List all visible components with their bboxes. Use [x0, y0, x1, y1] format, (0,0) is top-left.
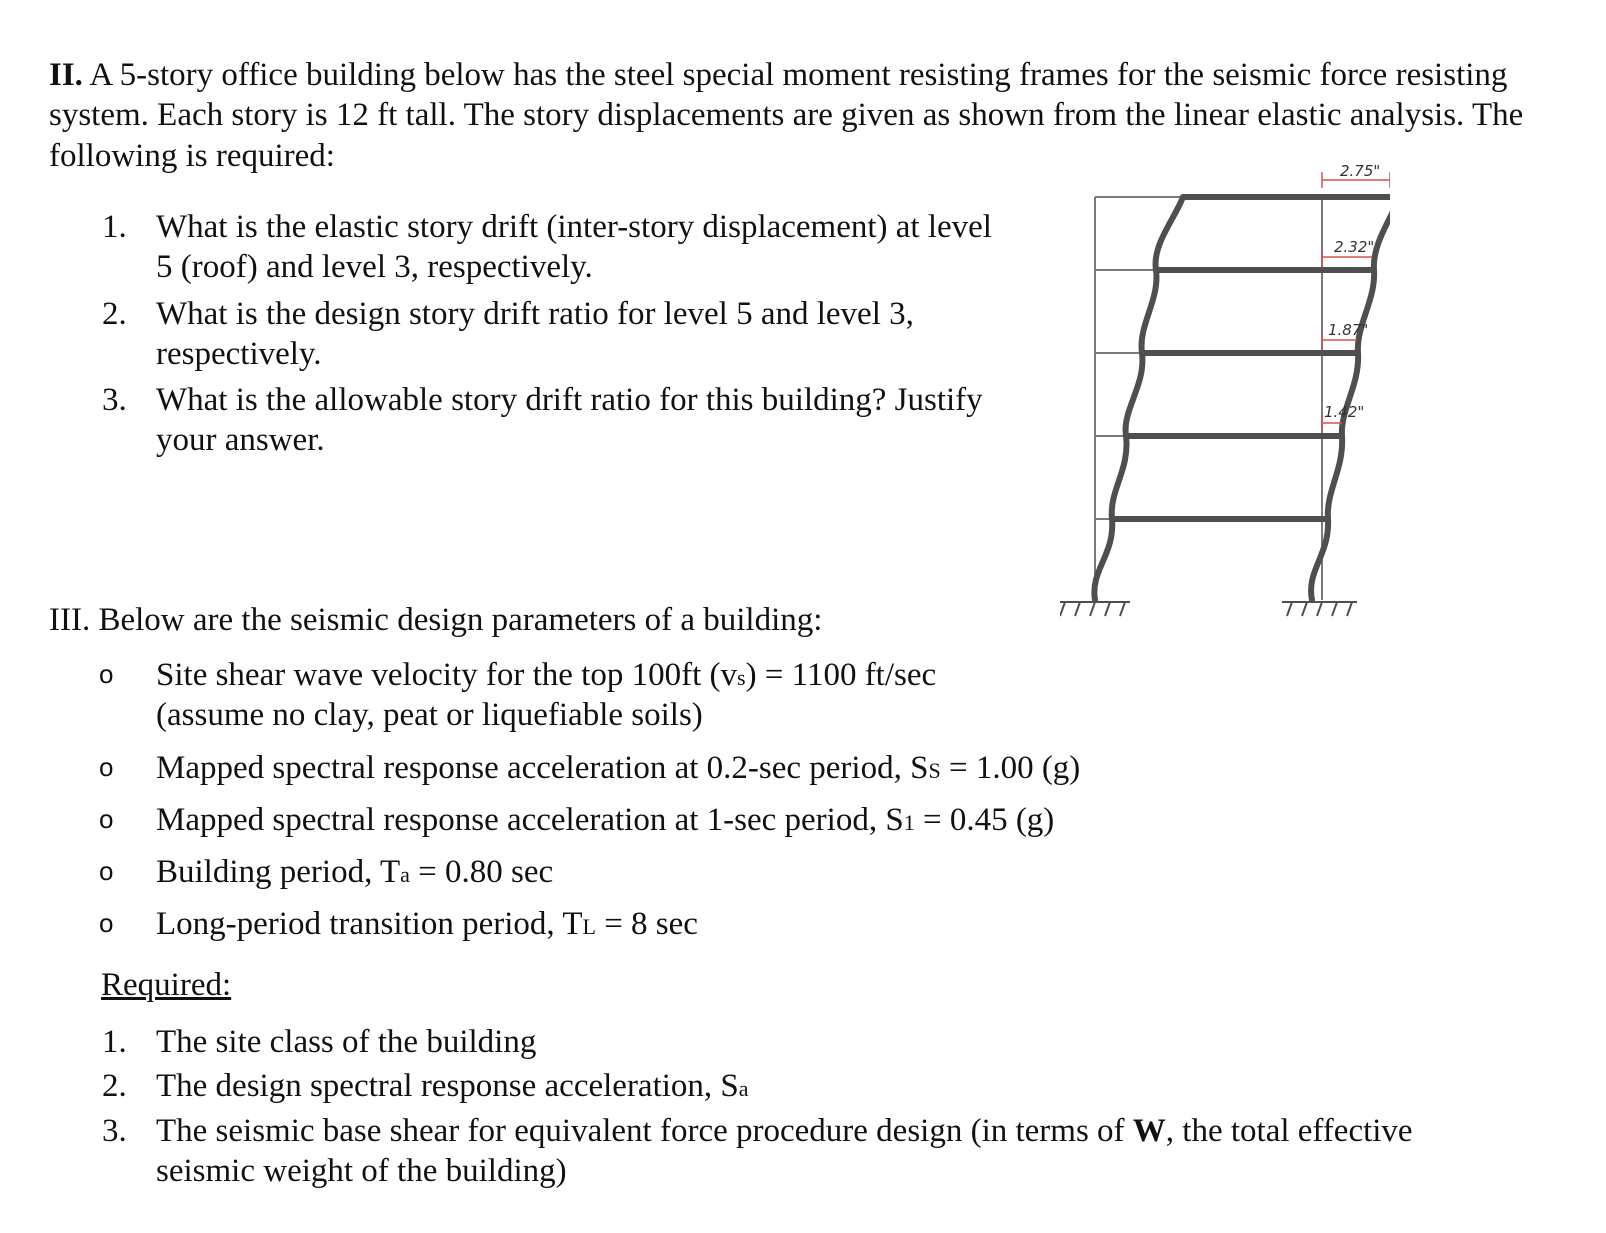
required-text: The site class of the building: [156, 1024, 537, 1060]
list-item: [49, 800, 1249, 840]
bullet: o: [99, 751, 114, 782]
required-bold: W: [1132, 1112, 1166, 1149]
displacement-label-level-4: 2.32": [1334, 238, 1375, 256]
section-3-title: III. Below are the seismic design parameters of a building:: [49, 602, 823, 638]
list-item: [49, 1111, 1499, 1192]
question-text: What is the allowable story drift ratio for this building? Justify your answer.: [156, 382, 983, 459]
displacement-label-roof: 2.75": [1340, 162, 1381, 180]
param-value: = 0.45 (g): [914, 801, 1055, 838]
list-item: [49, 1066, 1499, 1106]
required-text-end: , the total effective seismic weight of the building): [156, 1112, 1413, 1189]
param-subscript: S: [928, 757, 941, 783]
required-list: [49, 1022, 1499, 1195]
list-number: 2.: [102, 295, 127, 332]
bullet: o: [99, 659, 114, 689]
list-number: 3.: [102, 382, 127, 418]
required-heading: Required:: [101, 967, 232, 1003]
undeformed-frame: [1095, 197, 1322, 600]
bullet: o: [99, 856, 114, 886]
list-item: [49, 655, 1249, 736]
list-number: 1.: [102, 1024, 127, 1060]
fixed-supports: [1060, 602, 1357, 616]
param-subscript: L: [582, 914, 596, 940]
param-value: ) = 1100 ft/sec: [745, 657, 937, 693]
param-text: Mapped spectral response acceleration at 1-sec period, S: [156, 801, 904, 838]
displacement-arrows: [1322, 172, 1390, 430]
param-note: (assume no clay, peat or liquefiable soils): [156, 697, 703, 734]
param-value: = 8 sec: [595, 906, 698, 943]
question-text: What is the elastic story drift (inter-story displacement) at level 5 (roof) and level 3, respectively.: [156, 209, 992, 286]
section-2-question-list: [49, 207, 999, 467]
param-value: = 0.80 sec: [409, 854, 554, 890]
list-item: [49, 748, 1249, 788]
param-text: Building period, T: [156, 854, 401, 890]
param-text: Long-period transition period, T: [156, 906, 583, 943]
param-text: Site shear wave velocity for the top 100ft (v: [156, 657, 737, 693]
list-number: 3.: [102, 1112, 127, 1149]
frame-diagram: [1060, 160, 1390, 630]
required-text: The seismic base shear for equivalent force procedure design (in terms of: [156, 1112, 1133, 1149]
list-item: [49, 904, 1249, 944]
param-value: = 1.00 (g): [940, 749, 1081, 786]
required-text: The design spectral response acceleration, S: [156, 1068, 739, 1105]
param-subscript: a: [400, 862, 410, 887]
displacement-label-level-3: 1.87": [1328, 321, 1369, 339]
param-subscript: s: [737, 665, 746, 690]
list-item: [49, 380, 999, 461]
question-text: What is the design story drift ratio for level 5 and level 3, respectively.: [156, 295, 914, 372]
param-subscript: 1: [903, 809, 915, 835]
list-item: [49, 207, 999, 288]
bullet: o: [99, 803, 114, 834]
list-item: [49, 1022, 1499, 1062]
list-item: [49, 294, 999, 375]
bullet: o: [99, 908, 114, 939]
list-item: [49, 852, 1249, 892]
list-number: 1.: [102, 209, 127, 245]
section-2-text: A 5-story office building below has the steel special moment resisting frames for the seismic force resisting system. Each story is 12 ft tall. The story displacements are given as shown from the linear elastic analysis. The following is required:: [49, 57, 1524, 174]
section-2-intro: [49, 55, 1549, 176]
seismic-parameter-list: [49, 655, 1249, 957]
displacement-label-level-2: 1.42": [1324, 403, 1365, 421]
section-2-label: II.: [49, 57, 83, 93]
required-subscript: a: [738, 1076, 749, 1102]
param-text: Mapped spectral response acceleration at 0.2-sec period, S: [156, 749, 929, 786]
list-number: 2.: [102, 1068, 127, 1105]
